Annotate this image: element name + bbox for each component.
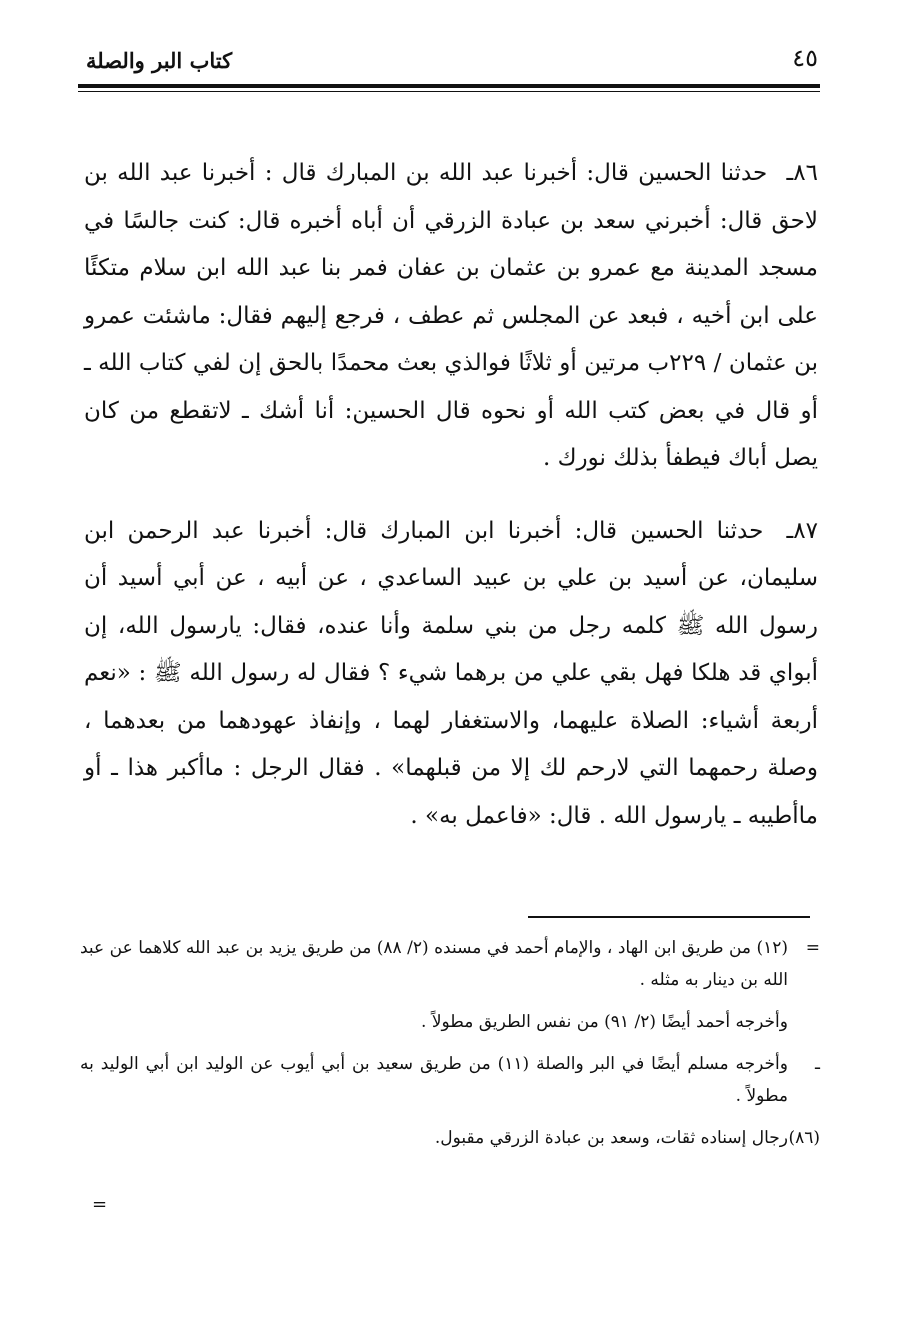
- continuation-mark: =: [92, 1194, 108, 1215]
- footnote: [80, 1048, 820, 1112]
- footnote: [80, 932, 820, 996]
- footnote-separator: [528, 916, 810, 918]
- footnote-mark: =: [805, 938, 820, 958]
- hadith-number: ٨٦ـ: [786, 160, 819, 186]
- footnote: [80, 1122, 820, 1154]
- book-title: كتاب البر والصلة: [86, 48, 233, 73]
- footnote-text: رجال إسناده ثقات، وسعد بن عبادة الزرقي مقبول.: [434, 1128, 788, 1148]
- hadith-text: حدثنا الحسين قال: أخبرنا ابن المبارك قال: أخبرنا عبد الرحمن ابن سليمان، عن أسيد بن علي بن عبيد الساعدي ، عن أبيه ، عن أبي أسيد أن رسول الله ﷺ كلمه رجل من بني سلمة وأنا عنده، فقال: يارسول الله، إن أبواي قد هلكا فهل بقي علي من برهما شيء ؟ فقال له رسول الله ﷺ : «نعم أربعة أشياء: الصلاة عليهما، والاستغفار لهما ، وإنفاذ عهودهما من بعدهما ، وصلة رحمهما التي لارحم لك إلا من قبلهما» . فقال الرجل : ماأكبر هذا ـ أو ماأطيبه ـ يارسول الله . قال: «فاعمل به» .: [84, 517, 818, 829]
- footnote-text: وأخرجه مسلم أيضًا في البر والصلة (١١) من طريق سعيد بن أبي أيوب عن الوليد ابن أبي الوليد به مطولاً .: [80, 1054, 788, 1106]
- hadith-number: ٨٧ـ: [786, 517, 819, 544]
- footnote-mark: ـ: [815, 1054, 820, 1074]
- page-number: ٤٥: [792, 44, 818, 72]
- footnote-text: (١٢) من طريق ابن الهاد ، والإمام أحمد في مسنده (٢/ ٨٨) من طريق يزيد بن عبد الله كلاهما عن عبد الله بن دينار به مثله .: [80, 938, 788, 990]
- main-text: [84, 150, 818, 840]
- header-rule-thick: [78, 84, 820, 88]
- header-rule-thin: [78, 91, 820, 92]
- footnote-text: وأخرجه أحمد أيضًا (٢/ ٩١) من نفس الطريق مطولاً .: [421, 1012, 788, 1032]
- footnote: [80, 1006, 820, 1038]
- hadith-text: حدثنا الحسين قال: أخبرنا عبد الله بن المبارك قال : أخبرنا عبد الله بن لاحق قال: أخبرني سعد بن عبادة الزرقي أن أباه أخبره قال: كنت جالسًا في مسجد المدينة مع عمرو بن عثمان بن عفان فمر بنا عبد الله ابن سلام متكئًا على ابن أخيه ، فبعد عن المجلس ثم عطف ، فرجع إليهم فقال: ماشئت عمرو بن عثمان / ٢٢٩ب مرتين أو ثلاثًا فوالذي بعث محمدًا بالحق إن لفي كتاب الله ـ أو قال في بعض كتب الله أو نحوه قال الحسين: أنا أشك ـ لاتقطع من كان يصل أباك فيطفأ بذلك نورك .: [84, 160, 819, 471]
- footnote-mark: (٨٦): [788, 1128, 820, 1148]
- running-header: [78, 40, 820, 84]
- footnotes: [80, 932, 820, 1154]
- hadith-87: [84, 508, 818, 841]
- hadith-86: [84, 150, 818, 483]
